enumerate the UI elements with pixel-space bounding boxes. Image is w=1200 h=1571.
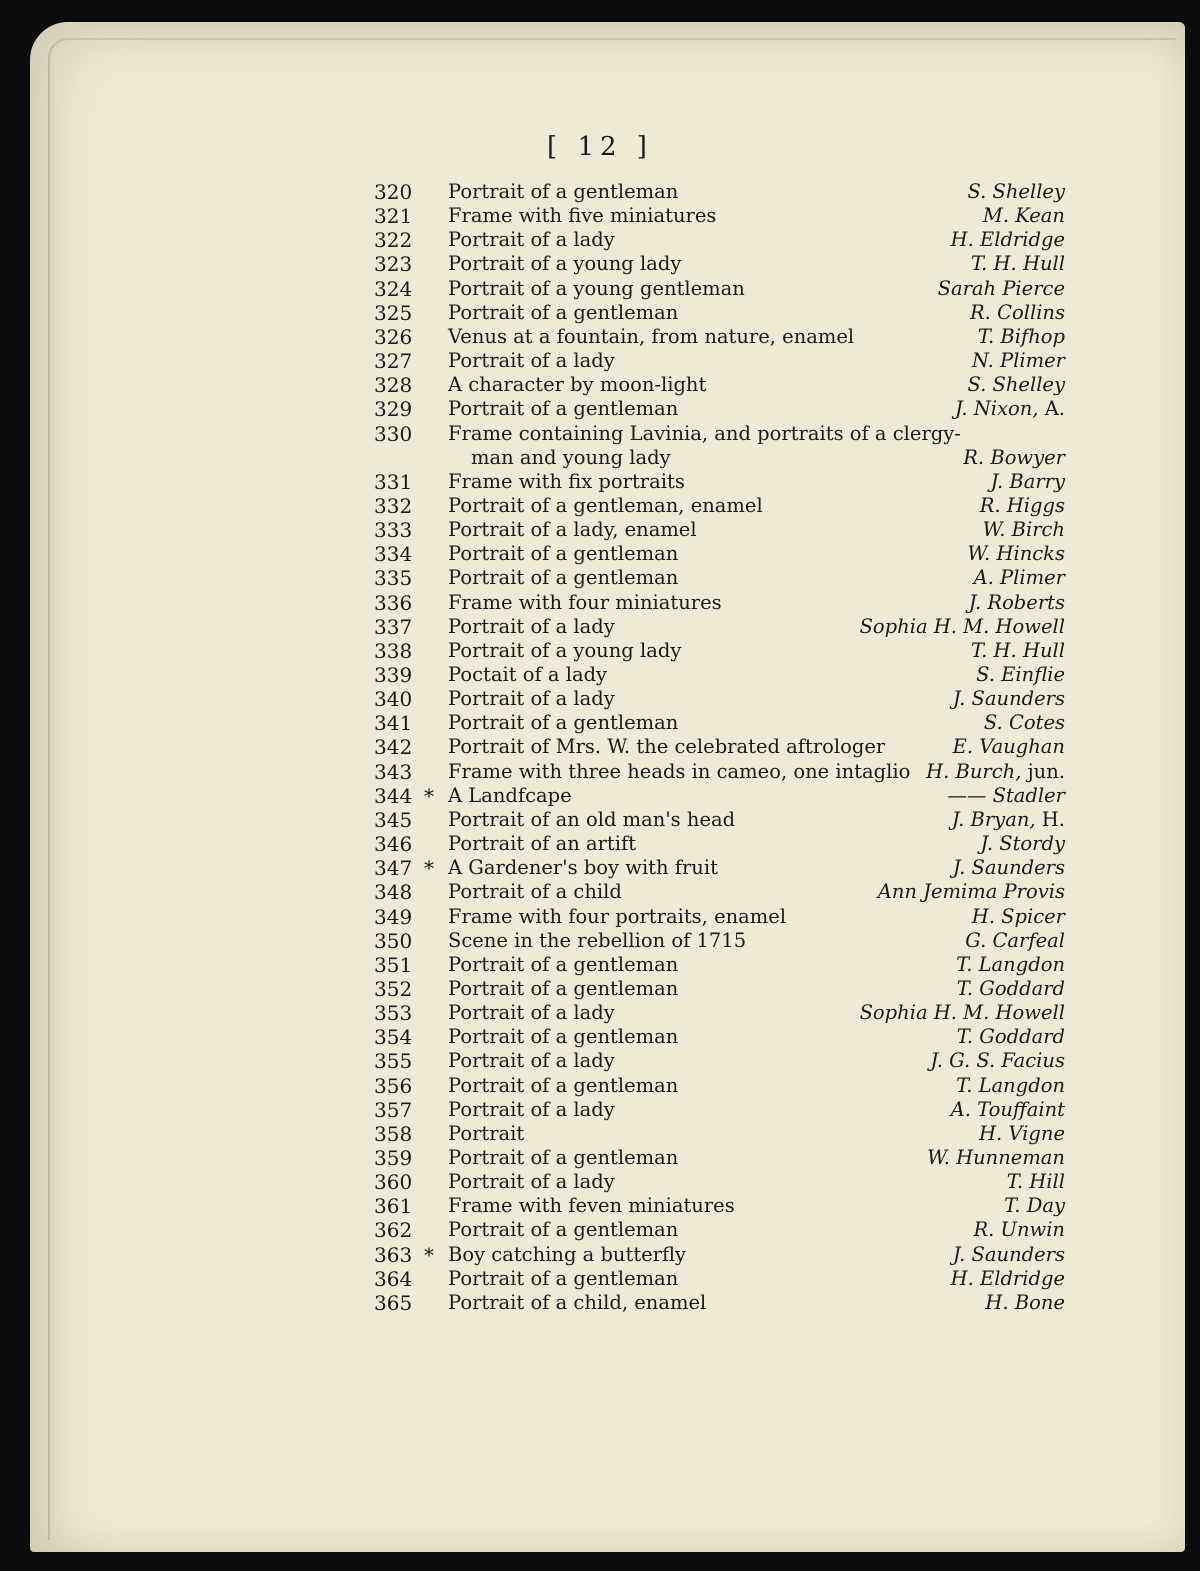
catalogue-entry bbox=[0, 1146, 1200, 1170]
entry-number: 361 bbox=[374, 1194, 413, 1219]
catalogue-entry bbox=[0, 566, 1200, 590]
entry-artist bbox=[951, 1267, 1065, 1291]
entry-title: Portrait of a gentleman bbox=[448, 952, 679, 976]
artist-name: R. Collins bbox=[969, 300, 1065, 324]
artist-name: H. Spicer bbox=[971, 904, 1065, 928]
entry-title: Portrait of a lady bbox=[448, 1170, 615, 1194]
catalogue-entry bbox=[0, 711, 1200, 735]
asterisk-marker: * bbox=[424, 783, 434, 808]
catalogue-entry bbox=[0, 1098, 1200, 1122]
entry-artist bbox=[957, 977, 1065, 1001]
entry-number: 341 bbox=[374, 711, 413, 736]
entry-artist bbox=[970, 301, 1065, 325]
entry-title: Portrait of Mrs. W. the celebrated aftrologer bbox=[448, 735, 886, 759]
catalogue-entry bbox=[0, 639, 1200, 663]
entry-title: Portrait of a lady bbox=[448, 1001, 615, 1025]
entry-artist bbox=[956, 953, 1065, 977]
entry-number: 324 bbox=[374, 276, 413, 301]
entry-artist bbox=[967, 180, 1065, 204]
artist-name: R. Higgs bbox=[979, 493, 1065, 517]
entry-number: 339 bbox=[374, 663, 413, 687]
entry-number: 345 bbox=[374, 807, 413, 832]
entry-number: 343 bbox=[374, 759, 413, 784]
artist-name: T. Goddard bbox=[956, 976, 1065, 1000]
entry-number: 347 bbox=[374, 856, 413, 881]
entry-number: 328 bbox=[374, 373, 413, 398]
entry-artist bbox=[860, 615, 1065, 639]
entry-title: man and young lady bbox=[471, 445, 671, 469]
entry-artist bbox=[951, 228, 1065, 252]
artist-name: Sophia H. M. Howell bbox=[859, 614, 1065, 638]
artist-name: H. Bone bbox=[985, 1290, 1065, 1314]
entry-title: Portrait of a gentleman, enamel bbox=[448, 493, 763, 517]
entry-title: Scene in the rebellion of 1715 bbox=[448, 928, 747, 952]
catalogue-entry bbox=[0, 542, 1200, 566]
entry-number: 362 bbox=[374, 1218, 413, 1243]
artist-name: H. Burch, bbox=[926, 759, 1022, 783]
entry-title: Portrait of a lady bbox=[448, 1049, 615, 1073]
catalogue-entry bbox=[0, 252, 1200, 276]
asterisk-marker: * bbox=[424, 856, 434, 881]
catalogue-entry bbox=[0, 687, 1200, 711]
entry-artist bbox=[985, 1291, 1065, 1315]
catalogue-entry bbox=[0, 880, 1200, 904]
catalogue-entry bbox=[0, 277, 1200, 301]
entry-artist bbox=[947, 784, 1065, 808]
entry-artist bbox=[953, 735, 1065, 759]
artist-name: W. Hunneman bbox=[927, 1146, 1065, 1169]
catalogue-entry bbox=[0, 591, 1200, 615]
catalogue-entry bbox=[0, 301, 1200, 325]
catalogue-entry bbox=[0, 615, 1200, 639]
catalogue-entry bbox=[0, 953, 1200, 977]
entry-title: Poctait of a lady bbox=[448, 663, 608, 686]
entry-artist bbox=[967, 542, 1065, 566]
artist-name: T. Day bbox=[1004, 1194, 1065, 1218]
entry-artist bbox=[957, 1025, 1065, 1049]
entry-title: Portrait of an artift bbox=[448, 832, 637, 856]
entry-title: Portrait of a gentleman bbox=[448, 542, 679, 566]
catalogue-entry bbox=[0, 735, 1200, 759]
entry-number: 332 bbox=[374, 493, 413, 518]
entry-title: Frame with feven miniatures bbox=[448, 1194, 735, 1218]
artist-name: E. Vaughan bbox=[952, 735, 1065, 759]
entry-title: Frame with four portraits, enamel bbox=[448, 904, 787, 928]
entry-number: 326 bbox=[374, 324, 413, 349]
entry-artist bbox=[967, 373, 1065, 397]
catalogue-entry bbox=[0, 397, 1200, 421]
entry-title: Portrait of a lady bbox=[448, 687, 615, 711]
catalogue-entry bbox=[0, 784, 1200, 808]
artist-name: S. Cotes bbox=[983, 711, 1065, 735]
entry-number: 336 bbox=[374, 590, 413, 615]
entry-artist bbox=[930, 1049, 1065, 1073]
entry-title: Venus at a fountain, from nature, enamel bbox=[448, 324, 855, 348]
artist-suffix: A. bbox=[1038, 397, 1065, 421]
catalogue-entry bbox=[0, 929, 1200, 953]
entry-number: 363 bbox=[374, 1242, 413, 1267]
catalogue-entry bbox=[0, 204, 1200, 228]
catalogue-entry bbox=[0, 1267, 1200, 1291]
artist-name: W. Hincks bbox=[967, 542, 1065, 566]
entry-artist bbox=[971, 252, 1065, 276]
artist-name: J. Bryan, bbox=[951, 807, 1036, 831]
entry-artist bbox=[953, 687, 1065, 711]
entry-artist bbox=[965, 929, 1065, 953]
artist-name: Sophia H. M. Howell bbox=[859, 1001, 1065, 1025]
entry-number: 337 bbox=[374, 614, 413, 639]
entry-number: 359 bbox=[374, 1146, 413, 1170]
catalogue-entry bbox=[0, 349, 1200, 373]
artist-name: A. Plimer bbox=[973, 566, 1065, 590]
artist-name: T. Langdon bbox=[956, 1073, 1065, 1097]
artist-name: Ann Jemima Provis bbox=[877, 880, 1065, 904]
entry-artist bbox=[951, 1098, 1065, 1122]
entry-number: 357 bbox=[374, 1097, 413, 1122]
catalogue-entry bbox=[0, 1049, 1200, 1073]
artist-name: G. Carfeal bbox=[965, 928, 1065, 952]
entry-number: 351 bbox=[374, 952, 413, 977]
entry-number: 340 bbox=[374, 687, 413, 712]
entry-title: Portrait of a lady bbox=[448, 1097, 615, 1121]
entry-title: Frame with four miniatures bbox=[448, 590, 722, 614]
entry-number: 364 bbox=[374, 1266, 413, 1291]
artist-name: T. Hill bbox=[1006, 1170, 1065, 1194]
entry-artist bbox=[972, 349, 1065, 373]
catalogue-entry bbox=[0, 1218, 1200, 1242]
catalogue-entry bbox=[0, 470, 1200, 494]
entry-artist bbox=[955, 397, 1065, 421]
artist-name: H. Eldridge bbox=[950, 228, 1065, 252]
entry-number: 356 bbox=[374, 1073, 413, 1098]
artist-name: J. Saunders bbox=[952, 1242, 1065, 1266]
entry-number: 321 bbox=[374, 204, 413, 229]
catalogue-entry bbox=[0, 977, 1200, 1001]
entry-title: Portrait of a young gentleman bbox=[448, 276, 745, 300]
entry-number: 334 bbox=[374, 542, 413, 567]
entry-number: 323 bbox=[374, 252, 413, 277]
entry-number: 322 bbox=[374, 228, 413, 253]
entry-artist bbox=[973, 1218, 1065, 1242]
entry-artist bbox=[983, 518, 1065, 542]
entry-number: 344 bbox=[374, 783, 413, 808]
entry-number: 330 bbox=[374, 421, 413, 446]
entry-number: 358 bbox=[374, 1121, 413, 1146]
entry-artist bbox=[963, 446, 1065, 470]
catalogue-entry bbox=[0, 446, 1200, 470]
entry-title: Frame containing Lavinia, and portraits of a clergy- bbox=[448, 421, 961, 445]
artist-name: S. Einflie bbox=[976, 663, 1065, 686]
entry-artist bbox=[971, 639, 1065, 663]
entry-artist bbox=[980, 494, 1065, 518]
artist-suffix: jun. bbox=[1021, 759, 1065, 783]
entry-artist bbox=[952, 808, 1065, 832]
catalogue-entry bbox=[0, 856, 1200, 880]
catalogue-entry bbox=[0, 1074, 1200, 1098]
catalogue-entry bbox=[0, 422, 1200, 446]
entry-title: A character by moon-light bbox=[448, 373, 707, 397]
entry-title: Portrait of a lady bbox=[448, 228, 615, 252]
entry-number: 354 bbox=[374, 1025, 413, 1050]
catalogue-entry bbox=[0, 663, 1200, 687]
catalogue-entry bbox=[0, 808, 1200, 832]
entry-artist bbox=[978, 325, 1065, 349]
entry-title: Boy catching a butterfly bbox=[448, 1242, 687, 1266]
catalogue-entry bbox=[0, 760, 1200, 784]
artist-name: T. Goddard bbox=[956, 1025, 1065, 1049]
entry-title: Portrait of a child bbox=[448, 880, 622, 904]
artist-name: —— Stadler bbox=[947, 783, 1065, 807]
artist-name: T. H. Hull bbox=[971, 638, 1065, 662]
catalogue-entry bbox=[0, 1122, 1200, 1146]
catalogue-entry bbox=[0, 1291, 1200, 1315]
entry-title: Portrait of a gentleman bbox=[448, 976, 679, 1000]
catalogue-entry bbox=[0, 325, 1200, 349]
entry-artist bbox=[984, 711, 1065, 735]
artist-name: A. Touffaint bbox=[950, 1097, 1065, 1121]
catalogue-entry bbox=[0, 373, 1200, 397]
entry-artist bbox=[983, 204, 1065, 228]
entry-number: 338 bbox=[374, 638, 413, 663]
entry-number: 342 bbox=[374, 735, 413, 760]
artist-name: T. H. Hull bbox=[971, 252, 1065, 276]
catalogue-entry bbox=[0, 1243, 1200, 1267]
artist-suffix: H. bbox=[1035, 807, 1065, 831]
entry-number: 360 bbox=[374, 1170, 413, 1195]
entry-title: Frame with five miniatures bbox=[448, 204, 717, 228]
asterisk-marker: * bbox=[424, 1242, 434, 1267]
entry-number: 333 bbox=[374, 518, 413, 543]
entry-title: Portrait bbox=[448, 1121, 525, 1145]
entry-number: 349 bbox=[374, 904, 413, 929]
catalogue-entry bbox=[0, 1170, 1200, 1194]
artist-name: J. Barry bbox=[990, 469, 1065, 493]
entry-artist bbox=[956, 1074, 1065, 1098]
artist-name: H. Vigne bbox=[979, 1121, 1065, 1145]
catalogue-entry bbox=[0, 832, 1200, 856]
entry-title: Frame with three heads in cameo, one intaglio bbox=[448, 759, 911, 783]
artist-name: J. G. S. Facius bbox=[930, 1049, 1065, 1073]
entry-title: Portrait of a gentleman bbox=[448, 1073, 679, 1097]
page-number: [ 12 ] bbox=[547, 132, 653, 162]
artist-name: J. Roberts bbox=[968, 590, 1065, 614]
entry-artist bbox=[1004, 1194, 1065, 1218]
entry-artist bbox=[979, 1122, 1065, 1146]
entry-artist bbox=[1007, 1170, 1065, 1194]
entry-title: A Landfcape bbox=[448, 783, 572, 807]
entry-artist bbox=[991, 470, 1065, 494]
entry-artist bbox=[927, 1146, 1065, 1170]
entry-title: Portrait of a lady bbox=[448, 614, 615, 638]
artist-name: S. Shelley bbox=[967, 373, 1065, 397]
entry-number: 329 bbox=[374, 397, 413, 422]
entry-title: Portrait of a gentleman bbox=[448, 300, 679, 324]
artist-name: J. Nixon, bbox=[955, 397, 1039, 421]
entry-number: 348 bbox=[374, 880, 413, 905]
artist-name: T. Bifhop bbox=[977, 324, 1065, 348]
entry-title: Frame with fix portraits bbox=[448, 469, 685, 493]
entry-number: 320 bbox=[374, 180, 413, 204]
entry-artist bbox=[953, 1243, 1065, 1267]
entry-artist bbox=[878, 880, 1065, 904]
entry-number: 355 bbox=[374, 1049, 413, 1074]
artist-name: J. Saunders bbox=[952, 687, 1065, 711]
artist-name: H. Eldridge bbox=[950, 1266, 1065, 1290]
entry-title: Portrait of a gentleman bbox=[448, 1266, 679, 1290]
catalogue-entry bbox=[0, 1025, 1200, 1049]
entry-number: 365 bbox=[374, 1290, 413, 1315]
artist-name: R. Bowyer bbox=[963, 445, 1065, 469]
entry-artist bbox=[860, 1001, 1065, 1025]
entry-number: 331 bbox=[374, 469, 413, 494]
artist-name: W. Birch bbox=[982, 518, 1065, 542]
catalogue-entry bbox=[0, 518, 1200, 542]
entry-title: Portrait of a gentleman bbox=[448, 180, 679, 203]
catalogue-entry bbox=[0, 180, 1200, 204]
catalogue-entry bbox=[0, 1001, 1200, 1025]
entry-artist bbox=[969, 591, 1065, 615]
entry-artist bbox=[981, 832, 1065, 856]
entry-number: 350 bbox=[374, 928, 413, 953]
entry-title: Portrait of a gentleman bbox=[448, 397, 679, 421]
artist-name: J. Saunders bbox=[952, 856, 1065, 880]
entry-title: Portrait of a gentleman bbox=[448, 1146, 679, 1169]
entry-number: 327 bbox=[374, 349, 413, 374]
entry-title: Portrait of a young lady bbox=[448, 638, 682, 662]
entry-artist bbox=[938, 277, 1065, 301]
artist-name: N. Plimer bbox=[971, 349, 1065, 373]
artist-name: S. Shelley bbox=[967, 180, 1065, 203]
entry-title: Portrait of a lady, enamel bbox=[448, 518, 697, 542]
entry-artist bbox=[953, 856, 1065, 880]
artist-name: T. Langdon bbox=[956, 952, 1065, 976]
entry-artist bbox=[926, 760, 1065, 784]
catalogue-entry bbox=[0, 228, 1200, 252]
entry-title: Portrait of an old man's head bbox=[448, 807, 736, 831]
entry-title: Portrait of a child, enamel bbox=[448, 1290, 707, 1314]
artist-name: Sarah Pierce bbox=[937, 276, 1065, 300]
entry-title: Portrait of a gentleman bbox=[448, 1218, 679, 1242]
entry-title: Portrait of a gentleman bbox=[448, 711, 679, 735]
catalogue-entry bbox=[0, 1194, 1200, 1218]
entry-artist bbox=[972, 905, 1065, 929]
entry-title: A Gardener's boy with fruit bbox=[448, 856, 718, 880]
artist-name: J. Stordy bbox=[980, 832, 1065, 856]
entry-number: 346 bbox=[374, 832, 413, 857]
catalogue-entry bbox=[0, 494, 1200, 518]
catalogue-entry bbox=[0, 905, 1200, 929]
entry-artist bbox=[974, 566, 1065, 590]
entry-number: 353 bbox=[374, 1001, 413, 1026]
artist-name: R. Unwin bbox=[973, 1218, 1065, 1242]
entry-title: Portrait of a gentleman bbox=[448, 566, 679, 590]
entry-artist bbox=[976, 663, 1065, 687]
entry-number: 325 bbox=[374, 300, 413, 325]
entry-number: 335 bbox=[374, 566, 413, 591]
artist-name: M. Kean bbox=[982, 204, 1065, 228]
entry-title: Portrait of a gentleman bbox=[448, 1025, 679, 1049]
entry-title: Portrait of a young lady bbox=[448, 252, 682, 276]
entry-title: Portrait of a lady bbox=[448, 349, 615, 373]
entry-number: 352 bbox=[374, 976, 413, 1001]
